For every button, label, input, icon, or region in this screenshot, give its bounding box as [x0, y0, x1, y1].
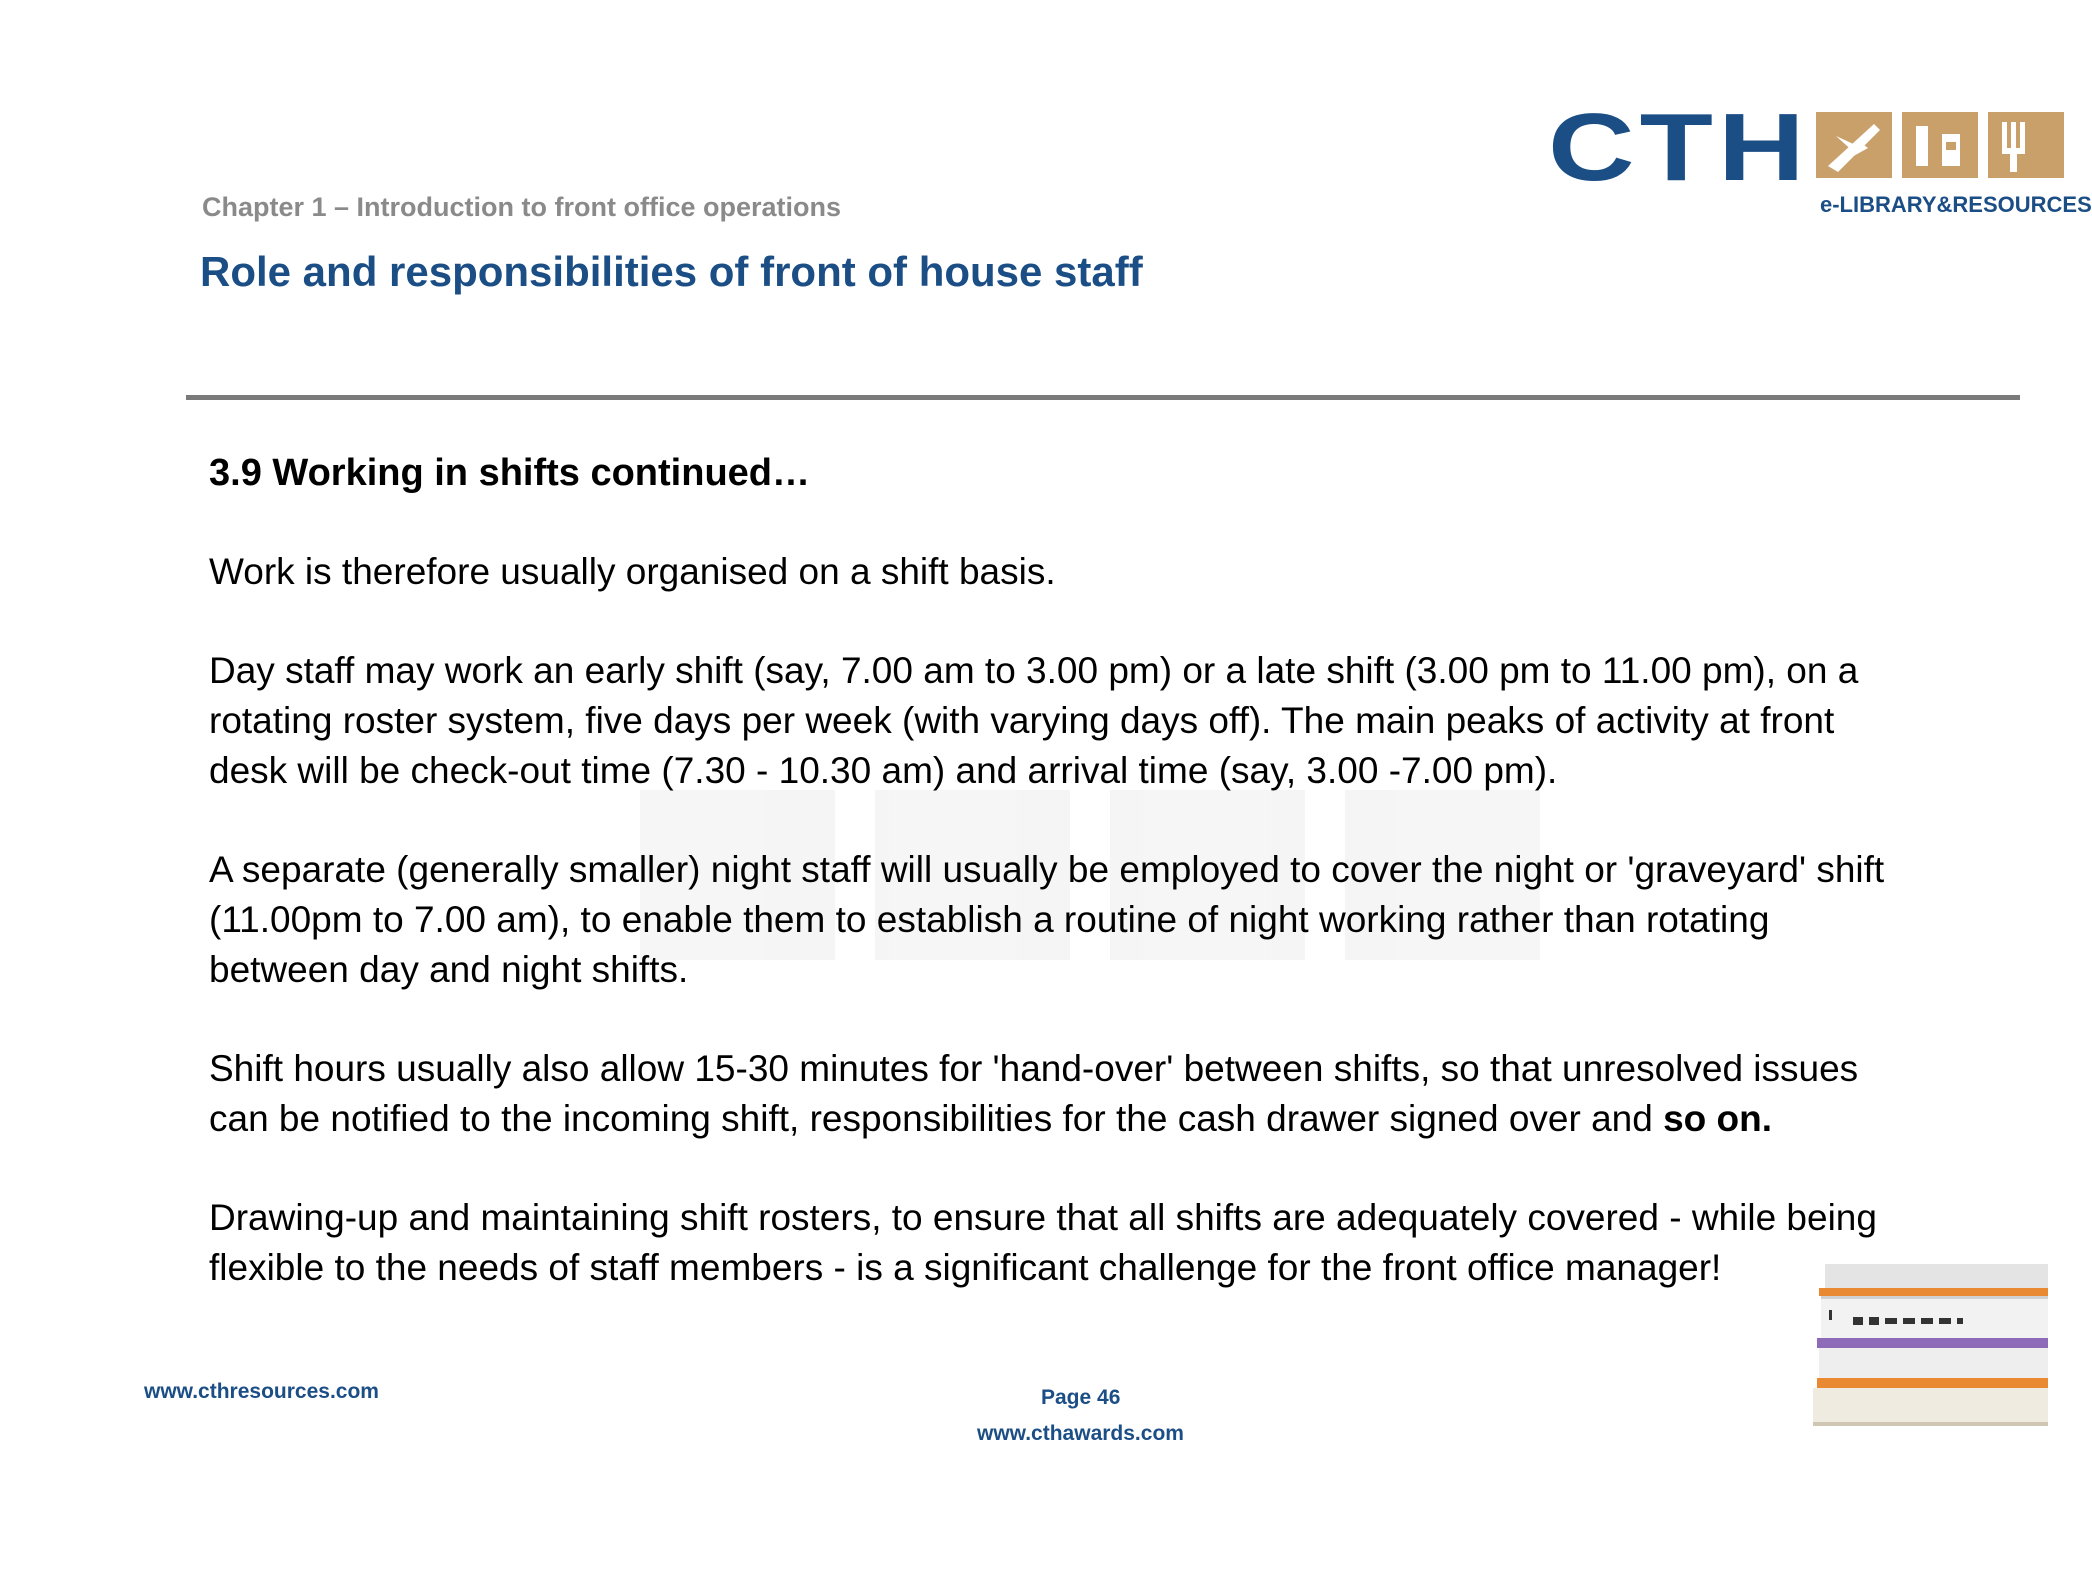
paragraph-line: Shift hours usually also allow 15-30 minutes for 'hand-over' between shifts, so that unresolved issues — [209, 1048, 1859, 1089]
logo-tagline: e-LIBRARY&RESOURCES — [1820, 192, 2092, 217]
logo-letters: CTH — [1548, 94, 1810, 201]
footer-resources-link[interactable]: www.cthresources.com — [144, 1380, 379, 1403]
paragraph-line: Day staff may work an early shift (say, 7.00 am to 3.00 pm) or a late shift (3.00 pm to 11.00 pm), on a — [209, 650, 1859, 691]
paragraph-1 — [209, 547, 2009, 597]
logo-tiles — [1816, 112, 2064, 178]
paragraph-4 — [209, 1044, 2009, 1144]
header-divider — [186, 395, 2020, 400]
paragraph-text: can be notified to the incoming shift, responsibilities for the cash drawer signed over and — [209, 1098, 1664, 1139]
chapter-label: Chapter 1 – Introduction to front office operations — [202, 192, 842, 222]
paragraph-line: rotating roster system, five days per week (with varying days off). The main peaks of activity at front — [209, 700, 1835, 741]
footer-awards-link[interactable]: www.cthawards.com — [977, 1422, 1184, 1445]
paragraph-2 — [209, 646, 2009, 796]
paragraph-3 — [209, 845, 2009, 995]
books-illustration — [1805, 1262, 2048, 1432]
page-number: Page 46 — [1041, 1386, 1121, 1409]
section-heading: 3.9 Working in shifts continued… — [209, 452, 811, 494]
paragraph-line: flexible to the needs of staff members - is a significant challenge for the front office manager! — [209, 1247, 1722, 1288]
building-icon — [1902, 112, 1978, 178]
cth-logo — [1548, 94, 2092, 220]
main-content — [209, 448, 2009, 1342]
cutlery-icon — [1988, 112, 2064, 178]
paragraph-5 — [209, 1193, 2009, 1293]
paragraph-line: Drawing-up and maintaining shift rosters, to ensure that all shifts are adequately covered - while being — [209, 1197, 1877, 1238]
plane-icon — [1816, 112, 1892, 178]
paragraph-line: desk will be check-out time (7.30 - 10.30 am) and arrival time (say, 3.00 -7.00 pm). — [209, 750, 1558, 791]
page-title: Role and responsibilities of front of house staff — [200, 248, 1143, 295]
paragraph-line: A separate (generally smaller) night staff will usually be employed to cover the night or 'graveyard' shift — [209, 849, 1885, 890]
paragraph-line — [209, 1094, 2009, 1144]
emphasis-text: so on. — [1663, 1098, 1773, 1139]
paragraph-line: Work is therefore usually organised on a shift basis. — [209, 551, 1056, 592]
paragraph-line: (11.00pm to 7.00 am), to enable them to establish a routine of night working rather than rotating — [209, 899, 1770, 940]
paragraph-line: between day and night shifts. — [209, 949, 689, 990]
